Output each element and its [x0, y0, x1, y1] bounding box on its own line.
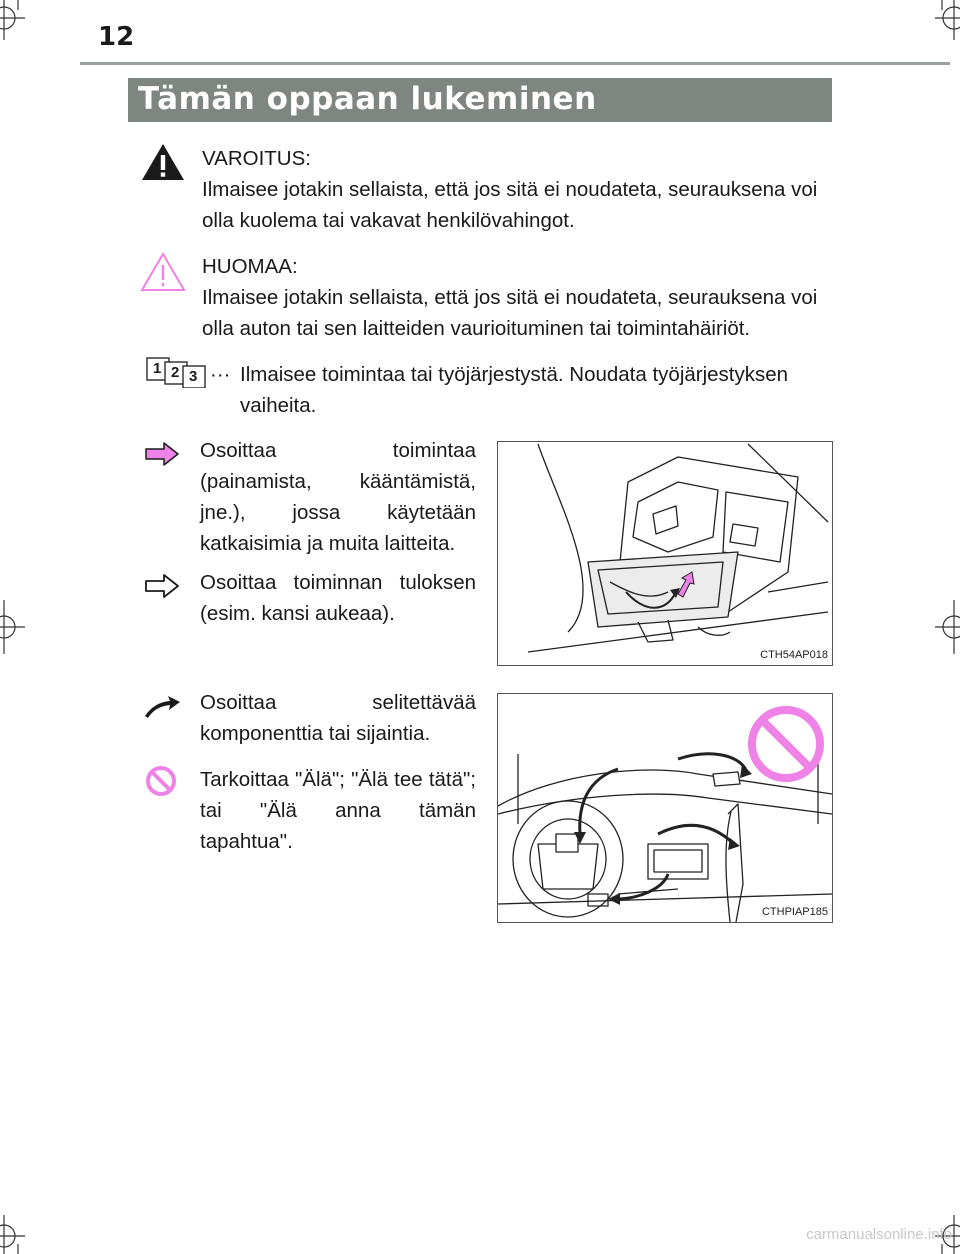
result-arrow-icon — [144, 573, 180, 599]
component-arrow-icon — [142, 694, 182, 720]
component-text: Osoittaa selitettävää komponenttia tai sijaintia. — [200, 691, 476, 745]
figure-code: CTHPIAP185 — [761, 906, 828, 918]
figure-code: CTH54AP018 — [760, 649, 828, 661]
operation-arrow-icon — [144, 441, 180, 467]
result-text: Osoittaa toiminnan tuloksen (esim. kansi aukeaa). — [200, 571, 476, 625]
section-title: Tämän oppaan lukeminen — [138, 81, 597, 117]
step-dots: ··· — [210, 363, 231, 386]
step-label-3: 3 — [189, 368, 198, 385]
operation-text: Osoittaa toimintaa (painamista, kääntämistä, jne.), jossa käytetään katkaisimia ja muita laitteita. — [200, 439, 476, 555]
step-label-2: 2 — [171, 364, 180, 381]
figure-overhead-console — [497, 441, 833, 666]
figure-dashboard — [497, 693, 833, 923]
footer-watermark: carmanualsonline.info — [806, 1226, 952, 1243]
dashboard-illustration — [498, 694, 832, 922]
section-title-bar — [128, 78, 832, 122]
prohibition-text: Tarkoittaa "Älä"; "Älä tee tätä"; tai "Älä anna tämän tapahtua". — [200, 768, 476, 853]
caution-triangle-icon — [140, 252, 186, 292]
warning-triangle-icon — [140, 142, 186, 182]
overhead-console-illustration — [498, 442, 832, 665]
step-label-1: 1 — [153, 360, 162, 377]
warning-text: Ilmaisee jotakin sellaista, että jos sitä ei noudateta, seurauksena voi olla kuolema tai vakavat henkilövahingot. — [202, 178, 818, 232]
prohibition-icon — [145, 765, 177, 797]
header-rule — [80, 62, 950, 65]
notice-text: Ilmaisee jotakin sellaista, että jos sitä ei noudateta, seurauksena voi olla auton tai sen laitteiden vaurioituminen tai toimintahäiriöt. — [202, 286, 818, 340]
notice-heading: HUOMAA: — [202, 255, 298, 278]
warning-heading: VAROITUS: — [202, 147, 311, 170]
steps-text: Ilmaisee toimintaa tai työjärjestystä. Noudata työjärjestyksen vaiheita. — [240, 363, 789, 417]
page-number: 12 — [98, 22, 135, 52]
